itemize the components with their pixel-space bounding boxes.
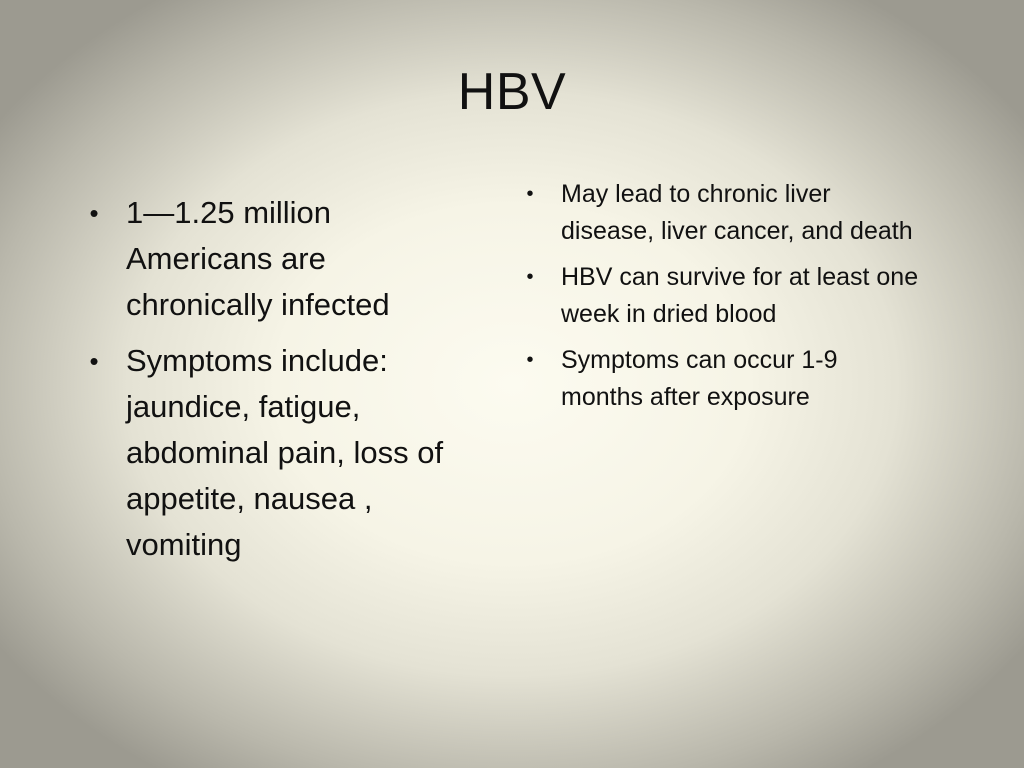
bullet-icon: •: [89, 198, 99, 228]
bullet-icon: •: [526, 183, 534, 205]
left-bullet-list: [84, 190, 476, 578]
list-item: [520, 342, 920, 416]
slide-title: HBV: [457, 63, 567, 121]
bullet-text: May lead to chronic liver disease, liver cancer, and death: [561, 180, 913, 245]
bullet-icon: •: [89, 346, 99, 376]
bullet-text: Symptoms can occur 1-9 months after exposure: [561, 346, 838, 411]
bullet-icon: •: [526, 266, 534, 288]
list-item: [520, 176, 920, 250]
list-item: [84, 190, 476, 328]
bullet-text: 1—1.25 million Americans are chronically infected: [126, 195, 390, 322]
list-item: [84, 338, 476, 568]
bullet-text: Symptoms include: jaundice, fatigue, abdominal pain, loss of appetite, nausea , vomiting: [126, 343, 444, 562]
bullet-text: HBV can survive for at least one week in dried blood: [561, 263, 919, 328]
right-bullet-list: [520, 176, 920, 425]
bullet-icon: •: [526, 349, 534, 371]
list-item: [520, 259, 920, 333]
